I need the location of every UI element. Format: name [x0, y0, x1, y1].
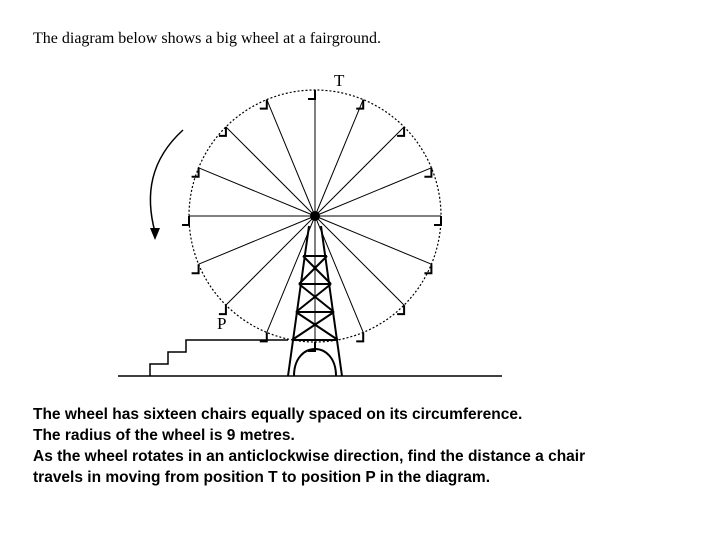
chair-13 [182, 216, 189, 225]
statement-2: The radius of the wheel is 9 metres. [33, 427, 295, 444]
chair-1 [308, 90, 315, 99]
spoke-15 [226, 127, 315, 216]
spoke-11 [226, 216, 315, 305]
chair-12 [192, 264, 199, 273]
spoke-7 [315, 216, 404, 305]
problem-statements [33, 404, 585, 488]
intro-text: The diagram below shows a big wheel at a fairground. [33, 30, 382, 47]
rotation-arrowhead [150, 228, 160, 240]
label-chair-P: P [217, 314, 227, 333]
wheel-hub [310, 211, 320, 221]
statement-1: The wheel has sixteen chairs equally spaced on its circumference. [33, 406, 523, 423]
steps [150, 340, 288, 376]
spoke-3 [315, 127, 404, 216]
statement-4: travels in moving from position T to position P in the diagram. [33, 469, 491, 486]
label-top-T: T [334, 71, 345, 90]
statement-3: As the wheel rotates in an anticlockwise direction, find the distance a chair [33, 448, 586, 465]
rotation-arrow [150, 130, 183, 232]
chair-5 [434, 216, 441, 225]
chair-11 [219, 305, 226, 314]
